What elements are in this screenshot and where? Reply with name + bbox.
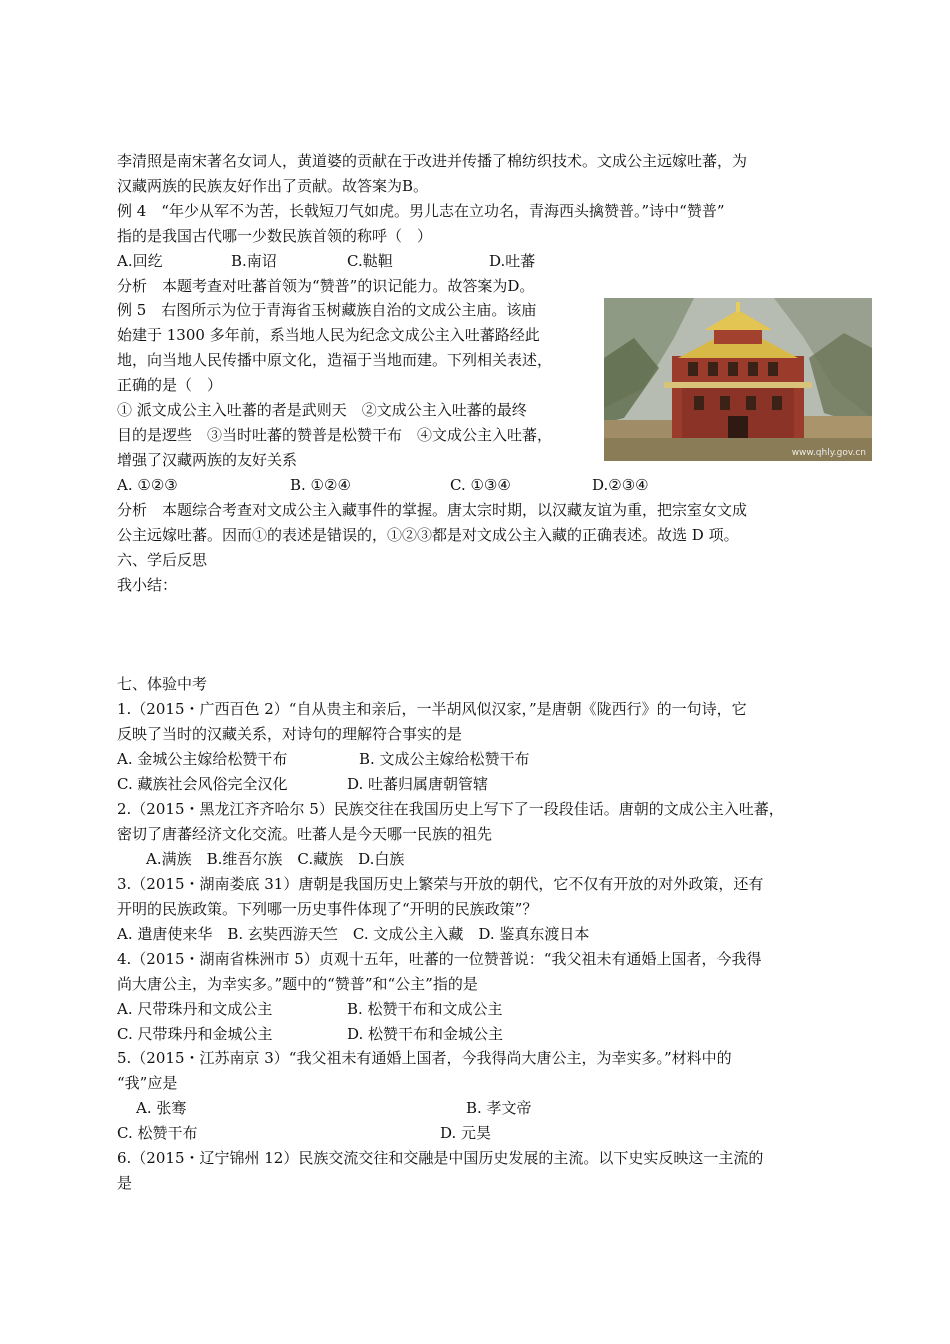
example-5-statements: 目的是逻些 ③当时吐蕃的赞普是松赞干布 ④文成公主入吐蕃， [117,426,553,444]
example-5-question: 地，向当地人民传播中原文化，造福于当地而建。下列相关表述， [117,351,553,369]
section-heading-exam: 七、体验中考 [117,675,208,693]
question-4: 尚大唐公主，为幸实多。”题中的“赞普”和“公主”指的是 [117,975,478,993]
example-5-question: 正确的是（ ） [117,376,223,394]
option-b: B. 文成公主嫁给松赞干布 [359,750,530,768]
example-4-question: 例 4 “年少从军不为苦，长戟短刀气如虎。男儿志在立功名，青海西头擒赞普。”诗中“赞普” [117,202,725,220]
option-c: C. 藏族社会风俗完全汉化 [117,775,288,793]
option-d: D. 吐蕃归属唐朝管辖 [347,775,489,793]
temple-photo-illustration [604,298,872,461]
example-5-analysis: 公主远嫁吐蕃。因而①的表述是错误的，①②③都是对文成公主入藏的正确表述。故选 D 项。 [117,526,739,544]
example-5-statements: 增强了汉藏两族的友好关系 [117,451,298,469]
option-a: A.回纥 [117,252,163,270]
question-1-options [117,772,488,797]
question-2-options: A.满族 B.维吾尔族 C.藏族 D.白族 [146,850,405,868]
option-b: B.南诏 [231,252,277,270]
photo-watermark: www.qhly.gov.cn [791,448,866,458]
answer-text-line: 李清照是南宋著名女词人，黄道婆的贡献在于改进并传播了棉纺织技术。文成公主远嫁吐蕃，为 [117,152,748,170]
question-3: 3.（2015・湖南娄底 31）唐朝是我国历史上繁荣与开放的朝代，它不仅有开放的对外政策，还有 [117,875,764,893]
question-6: 6.（2015・辽宁锦州 12）民族交流交往和交融是中国历史发展的主流。以下史实反映这一主流的 [117,1149,764,1167]
question-6: 是 [117,1174,133,1192]
option-b: B. ①②④ [290,476,351,494]
option-a: A. 张骞 [136,1099,187,1117]
question-3-options: A. 遣唐使来华 B. 玄奘西游天竺 C. 文成公主入藏 D. 鉴真东渡日本 [117,925,590,943]
option-a: A. 金城公主嫁给松赞干布 [117,750,288,768]
example-5-statements: ① 派文成公主入吐蕃的者是武则天 ②文成公主入吐蕃的最终 [117,401,527,419]
example-4-options [117,249,535,274]
temple-photo [604,298,872,461]
question-2: 2.（2015・黑龙江齐齐哈尔 5）民族交往在我国历史上写下了一段段佳话。唐朝的文成公主入吐蕃， [117,800,784,818]
question-5-options [117,1121,491,1146]
question-4: 4.（2015・湖南省株洲市 5）贞观十五年，吐蕃的一位赞普说：“我父祖未有通婚上国者，今我得 [117,950,762,968]
example-4-question: 指的是我国古代哪一少数民族首领的称呼（ ） [117,227,433,245]
option-d: D.②③④ [592,476,649,494]
option-a: A. 尺带珠丹和文成公主 [117,1000,273,1018]
question-3: 开明的民族政策。下列哪一历史事件体现了“开明的民族政策”？ [117,900,538,918]
answer-text-line: 汉藏两族的民族友好作出了贡献。故答案为B。 [117,177,429,195]
example-5-question: 例 5 右图所示为位于青海省玉树藏族自治的文成公主庙。该庙 [117,301,537,319]
question-4-options [117,997,503,1022]
option-c: C. 松赞干布 [117,1124,198,1142]
question-4-options [117,1022,503,1047]
question-1: 1.（2015・广西百色 2）“自从贵主和亲后，一半胡风似汉家，”是唐朝《陇西行》的一句诗，它 [117,700,747,718]
option-b: B. 松赞干布和文成公主 [347,1000,503,1018]
example-4-analysis: 分析 本题考查对吐蕃首领为“赞普”的识记能力。故答案为D。 [117,277,535,295]
option-d: D.吐蕃 [489,252,536,270]
option-c: C.鞑靼 [347,252,393,270]
option-d: D. 元昊 [440,1124,492,1142]
question-5: 5.（2015・江苏南京 3）“我父祖未有通婚上国者，今我得尚大唐公主，为幸实多。”材料中的 [117,1049,732,1067]
example-5-options [117,473,649,498]
question-1: 反映了当时的汉藏关系，对诗句的理解符合事实的是 [117,725,463,743]
option-b: B. 孝文帝 [466,1099,532,1117]
example-5-question: 始建于 1300 多年前，系当地人民为纪念文成公主入吐蕃路经此 [117,326,540,344]
section-heading-reflection: 六、学后反思 [117,551,208,569]
option-a: A. ①②③ [117,476,178,494]
question-1-options [117,747,530,772]
option-c: C. ①③④ [450,476,511,494]
question-5: “我”应是 [117,1074,178,1092]
question-5-options [136,1096,532,1121]
question-2: 密切了唐蕃经济文化交流。吐蕃人是今天哪一民族的祖先 [117,825,493,843]
summary-label: 我小结： [117,576,178,594]
example-5-analysis: 分析 本题综合考查对文成公主入藏事件的掌握。唐太宗时期，以汉藏友谊为重，把宗室女文成 [117,501,748,519]
option-d: D. 松赞干布和金城公主 [347,1025,504,1043]
option-c: C. 尺带珠丹和金城公主 [117,1025,273,1043]
